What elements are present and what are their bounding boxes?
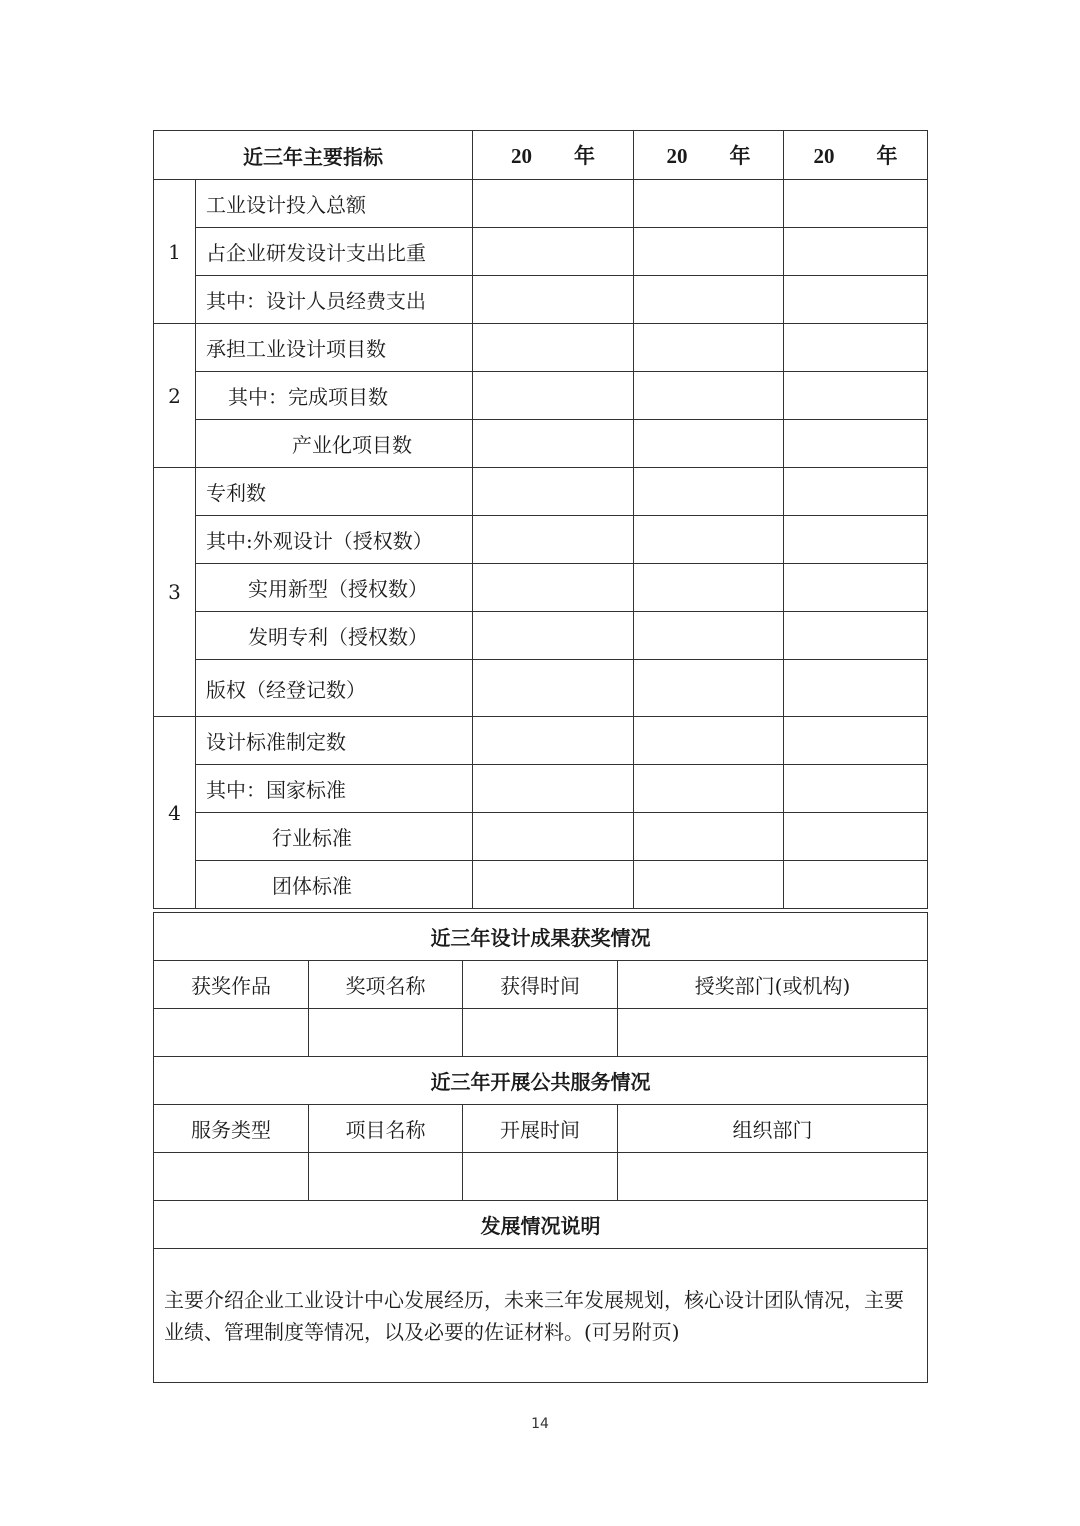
value-cell[interactable] — [634, 516, 784, 564]
value-cell[interactable] — [634, 813, 784, 861]
services-title: 近三年开展公共服务情况 — [154, 1057, 928, 1105]
indicator-label: 团体标准 — [196, 861, 473, 909]
value-cell[interactable] — [634, 564, 784, 612]
value-cell[interactable] — [784, 612, 928, 660]
indicators-header: 近三年主要指标 — [154, 131, 473, 180]
value-cell[interactable] — [784, 717, 928, 765]
value-cell[interactable] — [473, 861, 634, 909]
value-cell[interactable] — [784, 276, 928, 324]
value-cell[interactable] — [634, 660, 784, 717]
services-column-header: 组织部门 — [618, 1105, 928, 1153]
value-cell[interactable] — [473, 420, 634, 468]
services-column-header: 项目名称 — [309, 1105, 463, 1153]
indicator-label: 其中：国家标准 — [196, 765, 473, 813]
services-input-cell[interactable] — [463, 1153, 618, 1201]
awards-column-header: 获得时间 — [463, 961, 618, 1009]
awards-input-cell[interactable] — [463, 1009, 618, 1057]
awards-input-cell[interactable] — [154, 1009, 309, 1057]
indicator-label: 发明专利（授权数） — [196, 612, 473, 660]
value-cell[interactable] — [634, 765, 784, 813]
value-cell[interactable] — [634, 324, 784, 372]
value-cell[interactable] — [634, 372, 784, 420]
development-description[interactable]: 主要介绍企业工业设计中心发展经历，未来三年发展规划，核心设计团队情况，主要业绩、管理制度等情况，以及必要的佐证材料。(可另附页) — [154, 1249, 928, 1383]
value-cell[interactable] — [784, 228, 928, 276]
indicator-label: 实用新型（授权数） — [196, 564, 473, 612]
value-cell[interactable] — [784, 861, 928, 909]
year-column-2: 20 年 — [634, 131, 784, 180]
value-cell[interactable] — [784, 372, 928, 420]
value-cell[interactable] — [784, 516, 928, 564]
awards-title: 近三年设计成果获奖情况 — [154, 913, 928, 961]
awards-column-header: 授奖部门(或机构) — [618, 961, 928, 1009]
group-number: 1 — [154, 180, 196, 324]
indicator-label: 版权（经登记数） — [196, 660, 473, 717]
services-column-header: 服务类型 — [154, 1105, 309, 1153]
services-column-header: 开展时间 — [463, 1105, 618, 1153]
value-cell[interactable] — [473, 468, 634, 516]
indicator-label: 其中：设计人员经费支出 — [196, 276, 473, 324]
value-cell[interactable] — [634, 276, 784, 324]
value-cell[interactable] — [473, 612, 634, 660]
indicators-table — [153, 130, 928, 909]
development-title: 发展情况说明 — [154, 1201, 928, 1249]
value-cell[interactable] — [473, 660, 634, 717]
value-cell[interactable] — [784, 420, 928, 468]
details-table — [153, 912, 928, 1383]
value-cell[interactable] — [473, 372, 634, 420]
indicator-label: 占企业研发设计支出比重 — [196, 228, 473, 276]
awards-input-cell[interactable] — [618, 1009, 928, 1057]
value-cell[interactable] — [634, 717, 784, 765]
value-cell[interactable] — [473, 276, 634, 324]
value-cell[interactable] — [473, 180, 634, 228]
value-cell[interactable] — [473, 516, 634, 564]
value-cell[interactable] — [473, 717, 634, 765]
services-input-cell[interactable] — [618, 1153, 928, 1201]
value-cell[interactable] — [784, 813, 928, 861]
page-number: 14 — [531, 1416, 549, 1432]
indicator-label: 承担工业设计项目数 — [196, 324, 473, 372]
value-cell[interactable] — [473, 324, 634, 372]
indicator-label: 其中:外观设计（授权数） — [196, 516, 473, 564]
value-cell[interactable] — [784, 660, 928, 717]
value-cell[interactable] — [784, 564, 928, 612]
year-column-1: 20 年 — [473, 131, 634, 180]
indicator-label: 工业设计投入总额 — [196, 180, 473, 228]
year-column-3: 20 年 — [784, 131, 928, 180]
value-cell[interactable] — [634, 180, 784, 228]
indicator-label: 其中：完成项目数 — [196, 372, 473, 420]
indicator-label: 产业化项目数 — [196, 420, 473, 468]
awards-input-cell[interactable] — [309, 1009, 463, 1057]
value-cell[interactable] — [473, 564, 634, 612]
value-cell[interactable] — [634, 612, 784, 660]
indicator-label: 设计标准制定数 — [196, 717, 473, 765]
group-number: 2 — [154, 324, 196, 468]
value-cell[interactable] — [784, 765, 928, 813]
value-cell[interactable] — [634, 228, 784, 276]
value-cell[interactable] — [473, 813, 634, 861]
services-input-cell[interactable] — [154, 1153, 309, 1201]
value-cell[interactable] — [634, 861, 784, 909]
value-cell[interactable] — [784, 324, 928, 372]
value-cell[interactable] — [634, 468, 784, 516]
value-cell[interactable] — [784, 180, 928, 228]
indicator-label: 行业标准 — [196, 813, 473, 861]
services-input-cell[interactable] — [309, 1153, 463, 1201]
group-number: 4 — [154, 717, 196, 909]
awards-column-header: 获奖作品 — [154, 961, 309, 1009]
value-cell[interactable] — [784, 468, 928, 516]
group-number: 3 — [154, 468, 196, 717]
awards-column-header: 奖项名称 — [309, 961, 463, 1009]
value-cell[interactable] — [473, 765, 634, 813]
value-cell[interactable] — [634, 420, 784, 468]
value-cell[interactable] — [473, 228, 634, 276]
indicator-label: 专利数 — [196, 468, 473, 516]
